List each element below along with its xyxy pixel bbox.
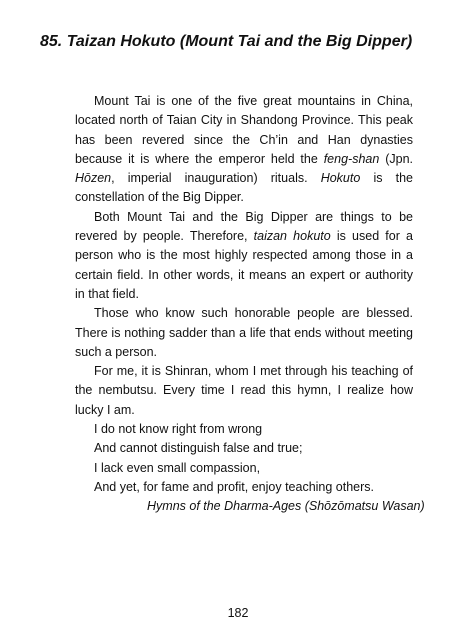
chapter-heading: 85. Taizan Hokuto (Mount Tai and the Big Dipper): [40, 33, 413, 50]
italic-term-hokuto: Hokuto: [320, 171, 361, 186]
paragraph-text: Mount Tai is one of the five great mountains in China, located north of Taian City in Shandong Province. This peak has been revered since the Ch’in and Han dynasties because it is where the emperor held the: [75, 94, 413, 166]
paragraph-text: , imperial inauguration) rituals.: [111, 171, 321, 186]
paragraph: [75, 208, 413, 304]
paragraph: [75, 362, 413, 420]
italic-term-taizan-hokuto: taizan hokuto: [253, 229, 331, 244]
page-number: 182: [227, 606, 249, 620]
paragraph-text: For me, it is Shinran, whom I met through his teaching of the nembutsu. Every time I read this hymn, I realize how lucky I am.: [75, 364, 413, 417]
verse-line: I do not know right from wrong: [94, 422, 263, 437]
paragraph-text: is used for a person who is the most highly respected among those in a certain field. In other words, it means an expert or authority in that field.: [75, 229, 413, 301]
paragraph: [75, 92, 413, 208]
hymn-verse: [75, 420, 425, 516]
body-text: [75, 92, 425, 517]
verse-line: And yet, for fame and profit, enjoy teaching others.: [94, 479, 375, 494]
italic-term-hozen: Hōzen: [75, 171, 112, 186]
verse-line: And cannot distinguish false and true;: [94, 441, 303, 456]
paragraph: [75, 304, 413, 362]
paragraph-text: Those who know such honorable people are blessed. There is nothing sadder than a life that ends without meeting such a person.: [75, 306, 413, 359]
hymn-source: Hymns of the Dharma-Ages (Shōzōmatsu Wasan): [147, 499, 425, 514]
paragraph-text: is the constellation of the Big Dipper.: [75, 171, 413, 205]
paragraph-text: (Jpn.: [379, 151, 414, 166]
italic-term-feng-shan: feng-shan: [323, 151, 380, 166]
verse-line: I lack even small compassion,: [94, 460, 261, 475]
paragraph-text: Both Mount Tai and the Big Dipper are things to be revered by people. Therefore,: [75, 209, 413, 244]
